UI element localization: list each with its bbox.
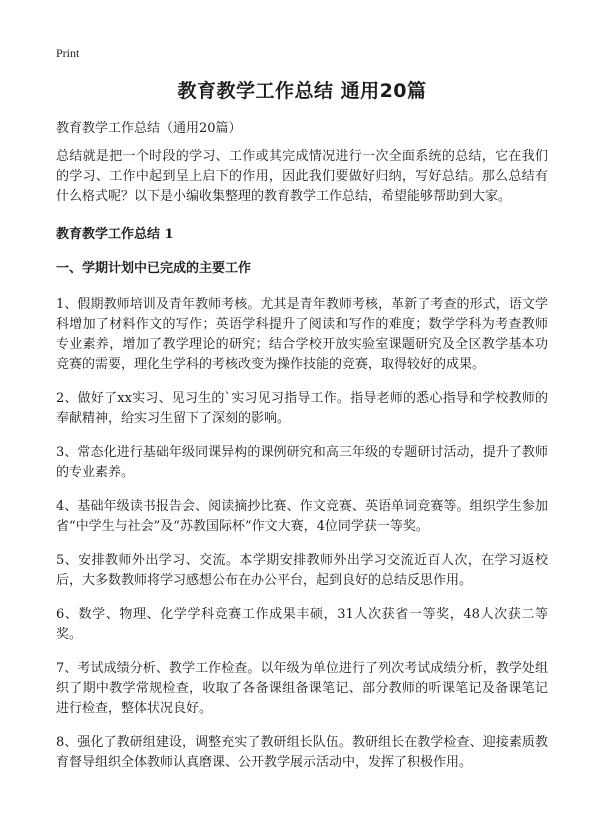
section-heading: 教育教学工作总结 1	[56, 227, 174, 242]
print-link[interactable]: Print	[56, 46, 80, 60]
page-title: 教育教学工作总结 通用20篇	[177, 80, 427, 102]
document-body	[56, 76, 548, 787]
list-item: 8、强化了教研组建设，调整充实了教研组长队伍。教研组长在教学检查、迎接素质教育督导组织全体教师认真磨课、公开教学展示活动中，发挥了积极作用。	[56, 735, 548, 770]
list-item: 1、假期教师培训及青年教师考核。尤其是青年教师考核，革新了考查的形式，语文学科增加了材料作文的写作；英语学科提升了阅读和写作的难度；数学学科为考查教师专业素养，增加了教学理论的研究；结合学校开放实验室课题研究及全区教学基本功竞赛的需要，理化生学科的考核改变为操作技能的竞赛，取得较好的成果。	[56, 297, 548, 372]
list-item: 2、做好了xx实习、见习生的`实习见习指导工作。指导老师的悉心指导和学校教师的奉献精神，给实习生留下了深刻的影响。	[56, 391, 548, 426]
list-item: 5、安排教师外出学习、交流。本学期安排教师外出学习交流近百人次，在学习返校后，大多数教师将学习感想公布在办公平台，起到良好的总结反思作用。	[56, 553, 548, 588]
intro-paragraph: 总结就是把一个时段的学习、工作或其完成情况进行一次全面系统的总结，它在我们的学习、工作中起到呈上启下的作用，因此我们要做好归纳，写好总结。那么总结有什么格式呢？以下是小编收集整理的教育教学工作总结，希望能够帮助到大家。	[56, 149, 548, 204]
list-item: 7、考试成绩分析、教学工作检查。以年级为单位进行了列次考试成绩分析，教学处组织了期中教学常规检查，收取了各备课组备课笔记、部分教师的听课笔记及备课笔记进行检查，整体状况良好。	[56, 661, 548, 716]
list-item: 4、基础年级读书报告会、阅读摘抄比赛、作文竞赛、英语单词竞赛等。组织学生参加省“中学生与社会”及“苏教国际杯”作文大赛，4位同学获一等奖。	[56, 499, 548, 534]
sub-heading: 一、学期计划中已完成的主要工作	[56, 261, 252, 276]
list-item: 6、数学、物理、化学学科竞赛工作成果丰硕，31人次获省一等奖，48人次获二等奖。	[56, 607, 548, 642]
list-item: 3、常态化进行基础年级同课异构的课例研究和高三年级的专题研讨活动，提升了教师的专业素养。	[56, 445, 548, 480]
document-subtitle: 教育教学工作总结（通用20篇）	[56, 121, 242, 136]
